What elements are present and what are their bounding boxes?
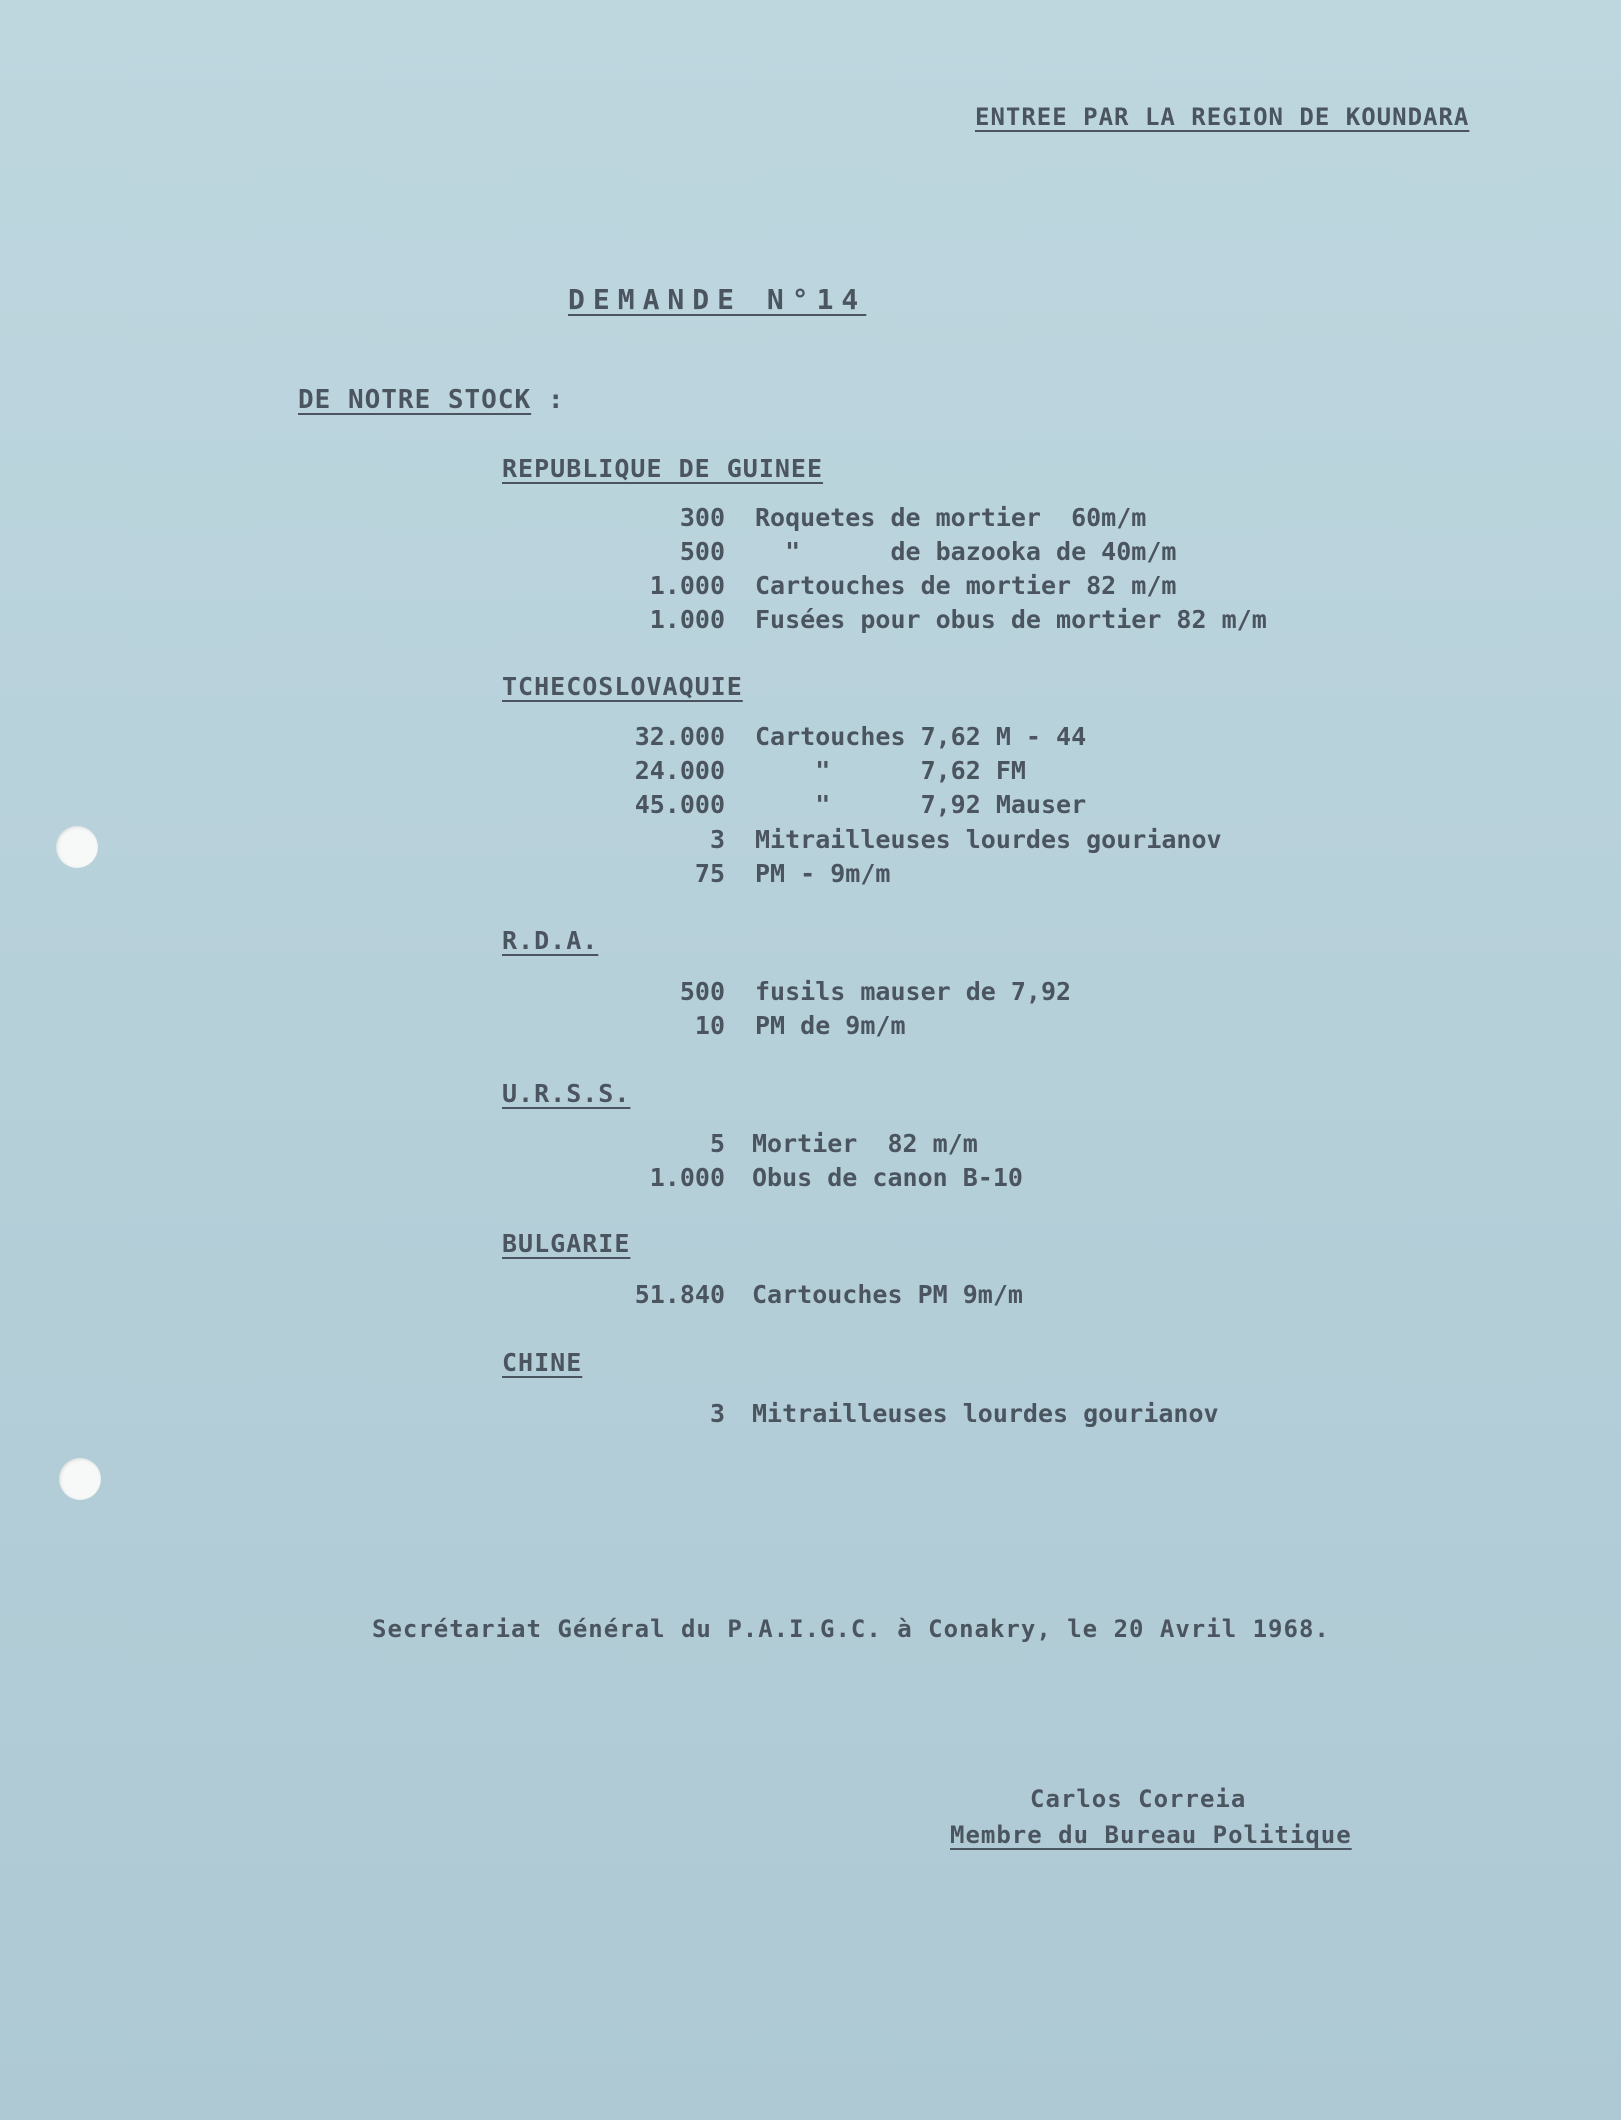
entry-header: ENTREE PAR LA REGION DE KOUNDARA <box>975 103 1470 131</box>
item-desc: PM - 9m/m <box>755 859 891 888</box>
item-qty: 75 <box>694 859 725 888</box>
item-qty: 3 <box>709 825 725 854</box>
item-qty: 300 <box>679 503 725 532</box>
item-qty: 1.000 <box>649 605 725 634</box>
item-desc: Roquetes de mortier 60m/m <box>755 503 1147 532</box>
item-qty: 1.000 <box>649 571 725 600</box>
item-qty: 32.000 <box>634 722 725 751</box>
item-qty: 24.000 <box>634 756 725 785</box>
footer-line: Secrétariat Général du P.A.I.G.C. à Conakry, le 20 Avril 1968. <box>372 1615 1330 1643</box>
item-qty: 500 <box>679 537 725 566</box>
signatory-role: Membre du Bureau Politique <box>950 1821 1352 1849</box>
item-qty: 5 <box>709 1129 725 1158</box>
section-country: U.R.S.S. <box>502 1079 631 1108</box>
signatory-name: Carlos Correia <box>1030 1785 1247 1813</box>
item-qty: 10 <box>694 1011 725 1040</box>
item-desc: Mortier 82 m/m <box>752 1129 978 1158</box>
item-qty: 45.000 <box>634 790 725 819</box>
item-desc: " 7,62 FM <box>755 756 1026 785</box>
section-country: REPUBLIQUE DE GUINEE <box>502 454 824 483</box>
item-qty: 3 <box>709 1399 725 1428</box>
item-qty: 51.840 <box>634 1280 725 1309</box>
section-country: CHINE <box>502 1348 583 1377</box>
item-qty: 500 <box>679 977 725 1006</box>
item-desc: " 7,92 Mauser <box>755 790 1087 819</box>
item-desc: Cartouches PM 9m/m <box>752 1280 1023 1309</box>
item-desc: Obus de canon B-10 <box>752 1163 1023 1192</box>
item-qty: 1.000 <box>649 1163 725 1192</box>
stock-heading <box>298 383 564 417</box>
page-title: DEMANDE N°14 <box>568 283 867 316</box>
punch-hole-top <box>56 826 98 868</box>
item-desc: PM de 9m/m <box>755 1011 906 1040</box>
section-country: TCHECOSLOVAQUIE <box>502 672 743 701</box>
item-desc: Mitrailleuses lourdes gourianov <box>755 825 1222 854</box>
item-desc: Cartouches 7,62 M - 44 <box>755 722 1087 751</box>
item-desc: Cartouches de mortier 82 m/m <box>755 571 1177 600</box>
stock-label: DE NOTRE STOCK <box>298 385 532 415</box>
section-country: R.D.A. <box>502 926 599 955</box>
punch-hole-bottom <box>59 1458 101 1500</box>
section-country: BULGARIE <box>502 1229 631 1258</box>
item-desc: Fusées pour obus de mortier 82 m/m <box>755 605 1267 634</box>
stock-colon: : <box>547 385 565 415</box>
item-desc: " de bazooka de 40m/m <box>755 537 1177 566</box>
item-desc: fusils mauser de 7,92 <box>755 977 1072 1006</box>
item-desc: Mitrailleuses lourdes gourianov <box>752 1399 1219 1428</box>
